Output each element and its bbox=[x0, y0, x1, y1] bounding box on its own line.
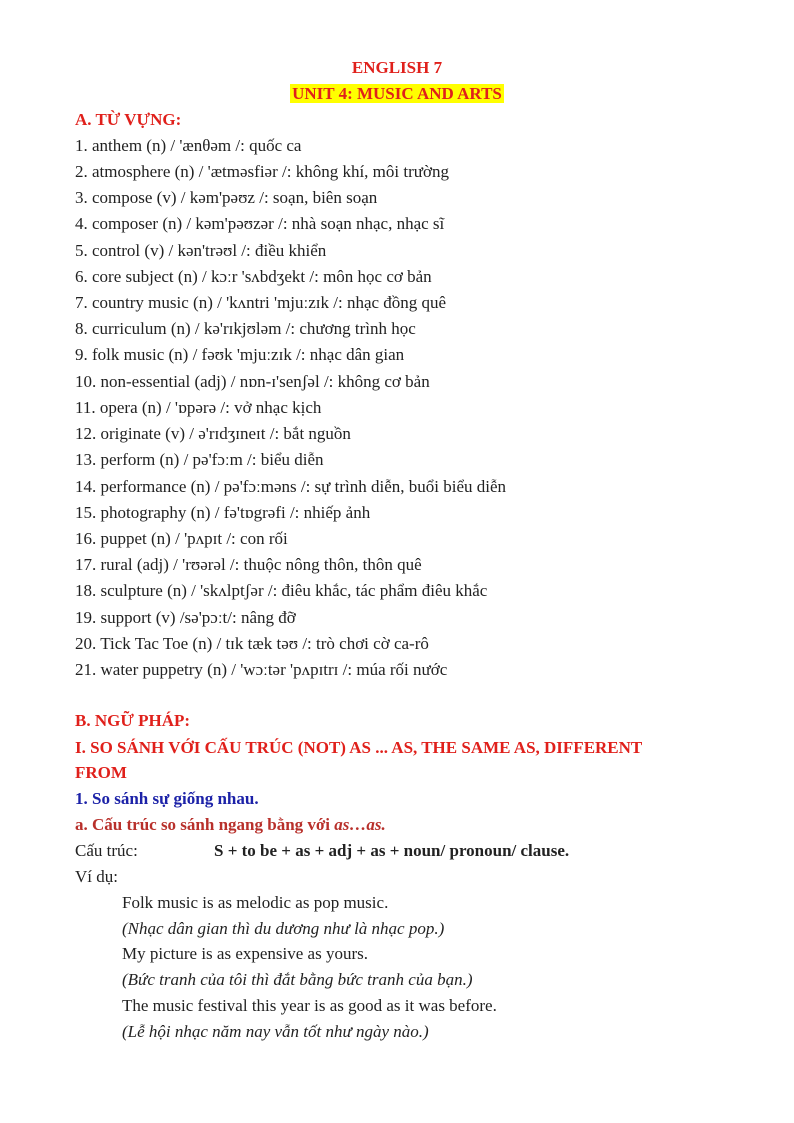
vocab-item: 1. anthem (n) / 'ænθəm /: quốc ca bbox=[75, 136, 302, 155]
grammar-subheading: 1. So sánh sự giống nhau. bbox=[75, 789, 259, 808]
vocabulary-heading: A. TỪ VỰNG: bbox=[75, 110, 182, 129]
unit-title-highlight: UNIT 4: MUSIC AND ARTS bbox=[292, 84, 502, 103]
vocab-item: 11. opera (n) / 'ɒpərə /: vở nhạc kịch bbox=[75, 398, 322, 417]
vocab-item: 6. core subject (n) / kɔːr 'sʌbdʒekt /: môn học cơ bản bbox=[75, 267, 432, 286]
grammar-structure-heading bbox=[75, 814, 386, 836]
vocab-item: 21. water puppetry (n) / 'wɔːtər 'pʌpɪtrɪ /: múa rối nước bbox=[75, 660, 448, 679]
example-translation: (Lễ hội nhạc năm nay vẫn tốt như ngày nào.) bbox=[122, 1022, 429, 1041]
vocab-item: 5. control (v) / kən'trəʊl /: điều khiển bbox=[75, 241, 327, 260]
vocab-item: 17. rural (adj) / 'rʊərəl /: thuộc nông thôn, thôn quê bbox=[75, 555, 422, 574]
structure-heading-italic: as…as. bbox=[334, 815, 386, 834]
example-sentence: Folk music is as melodic as pop music. bbox=[122, 893, 389, 912]
vocab-item: 19. support (v) /sə'pɔːt/: nâng đỡ bbox=[75, 608, 296, 627]
vocab-item: 7. country music (n) / 'kʌntri 'mjuːzɪk /: nhạc đồng quê bbox=[75, 293, 447, 312]
example-label: Ví dụ: bbox=[75, 867, 118, 886]
vocab-item: 20. Tick Tac Toe (n) / tɪk tæk təʊ /: trò chơi cờ ca-rô bbox=[75, 634, 429, 653]
structure-label: Cấu trúc: bbox=[75, 841, 138, 860]
grammar-section-title-cont: FROM bbox=[75, 763, 127, 782]
example-translation: (Nhạc dân gian thì du dương như là nhạc pop.) bbox=[122, 919, 445, 938]
grammar-section-title: I. SO SÁNH VỚI CẤU TRÚC (NOT) AS ... AS, THE SAME AS, DIFFERENT bbox=[75, 738, 643, 757]
example-sentence: My picture is as expensive as yours. bbox=[122, 944, 368, 963]
vocab-item: 12. originate (v) / ə'rɪdʒɪneɪt /: bắt nguồn bbox=[75, 424, 351, 443]
vocab-item: 13. perform (n) / pə'fɔːm /: biểu diễn bbox=[75, 450, 324, 469]
vocab-item: 8. curriculum (n) / kə'rɪkjʊləm /: chương trình học bbox=[75, 319, 416, 338]
vocab-item: 14. performance (n) / pə'fɔːməns /: sự trình diễn, buổi biểu diễn bbox=[75, 477, 507, 496]
vocab-item: 10. non-essential (adj) / nɒn-ɪ'senʃəl /: không cơ bản bbox=[75, 372, 430, 391]
subject-title: ENGLISH 7 bbox=[351, 58, 443, 77]
unit-title bbox=[0, 83, 794, 105]
vocab-item: 15. photography (n) / fə'tɒgrəfi /: nhiếp ảnh bbox=[75, 503, 371, 522]
vocab-item: 9. folk music (n) / fəʊk 'mjuːzɪk /: nhạc dân gian bbox=[75, 345, 405, 364]
vocab-item: 4. composer (n) / kəm'pəʊzər /: nhà soạn nhạc, nhạc sĩ bbox=[75, 214, 445, 233]
structure-heading-text: a. Cấu trúc so sánh ngang bằng với bbox=[75, 815, 335, 834]
vocab-item: 18. sculpture (n) / 'skʌlptʃər /: điêu khắc, tác phẩm điêu khắc bbox=[75, 581, 488, 600]
vocab-item: 3. compose (v) / kəm'pəʊz /: soạn, biên soạn bbox=[75, 188, 378, 207]
example-sentence: The music festival this year is as good as it was before. bbox=[122, 996, 497, 1015]
example-translation: (Bức tranh của tôi thì đắt bằng bức tranh của bạn.) bbox=[122, 970, 473, 989]
structure-formula: S + to be + as + adj + as + noun/ pronoun/ clause. bbox=[214, 841, 570, 860]
vocab-item: 16. puppet (n) / 'pʌpɪt /: con rối bbox=[75, 529, 288, 548]
vocab-item: 2. atmosphere (n) / 'ætməsfiər /: không khí, môi trường bbox=[75, 162, 449, 181]
grammar-heading: B. NGỮ PHÁP: bbox=[75, 711, 191, 730]
